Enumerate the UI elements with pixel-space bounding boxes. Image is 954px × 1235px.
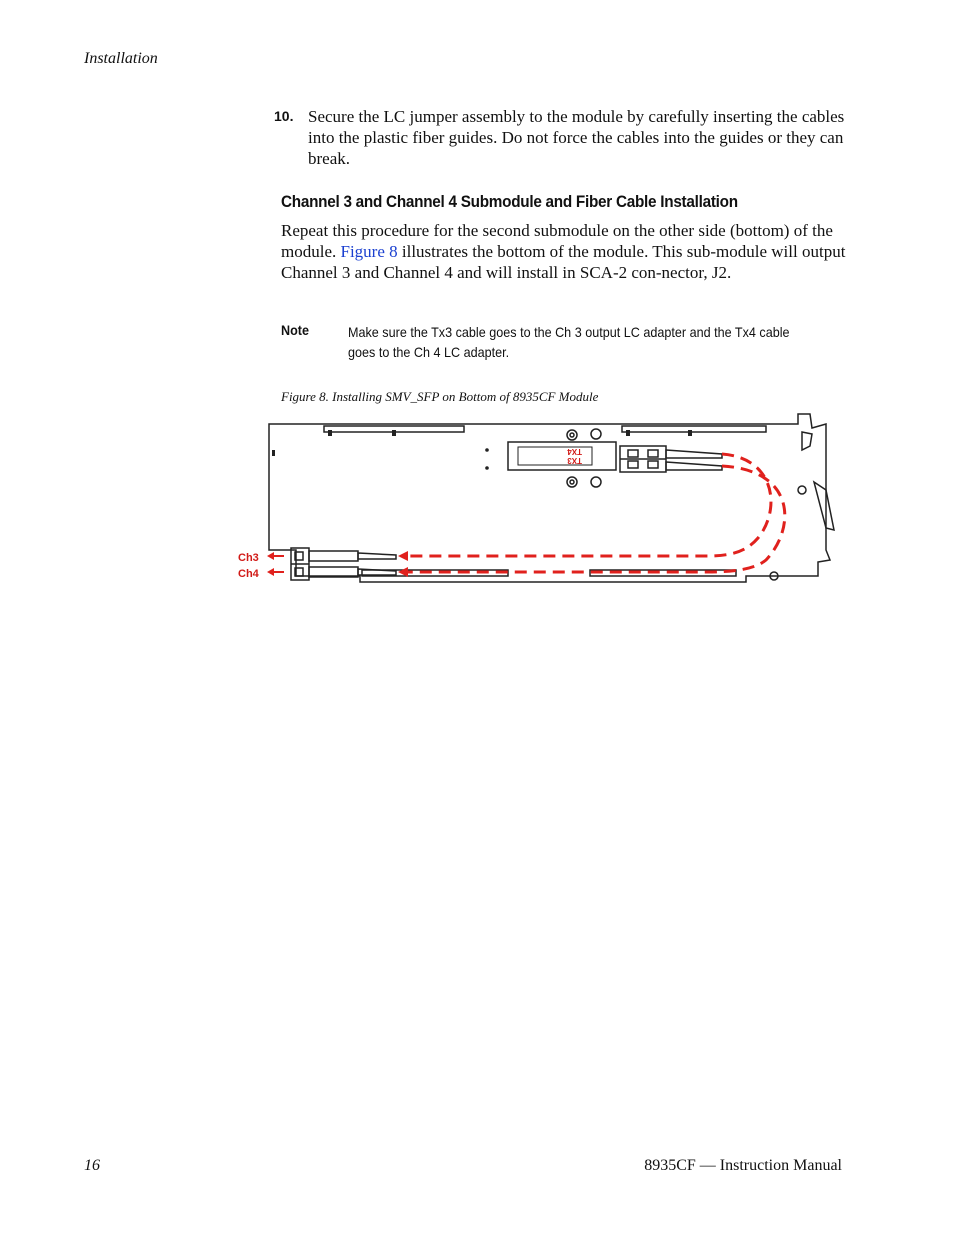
note-text: Make sure the Tx3 cable goes to the Ch 3 output LC adapter and the Tx4 cable goes to the Ch 4 LC adapter. xyxy=(348,324,790,360)
mounting-hole xyxy=(591,429,601,439)
running-header: Installation xyxy=(84,50,158,67)
step-text: Secure the LC jumper assembly to the module by carefully inserting the cables into the plastic fiber guides. Do not force the cables into the guides or they can break. xyxy=(308,107,845,168)
label-tx3: TX3 xyxy=(567,456,582,465)
fiber-cable-tx4 xyxy=(406,466,785,572)
label-ch3: Ch3 xyxy=(238,552,259,564)
module-diagram xyxy=(236,410,840,596)
page-number: 16 xyxy=(84,1157,100,1174)
label-tx4: TX4 xyxy=(567,447,582,456)
top-connector-right xyxy=(622,426,766,432)
sfp-cage xyxy=(508,442,616,470)
label-ch4: Ch4 xyxy=(238,568,259,580)
figure-8-link[interactable]: Figure 8 xyxy=(340,242,398,261)
step-number: 10. xyxy=(274,108,294,124)
figure-caption: Figure 8. Installing SMV_SFP on Bottom of 8935CF Module xyxy=(281,389,599,404)
section-heading: Channel 3 and Channel 4 Submodule and Fiber Cable Installation xyxy=(281,192,738,211)
paragraph-text-start: Repeat this procedure for the second submodule on the other side (bottom) of the module. xyxy=(281,221,833,261)
footer-title: 8935CF — Instruction Manual xyxy=(644,1157,842,1174)
note-label: Note xyxy=(281,322,310,338)
label-arrow-ch4 xyxy=(267,568,274,576)
mounting-hole xyxy=(567,477,577,487)
body-paragraph xyxy=(281,220,847,283)
paragraph-text-end: illustrates the bottom of the module. This sub-module will output Channel 3 and Channel 4 and will install in SCA-2 con-nector, J2. xyxy=(281,242,846,282)
label-arrow-ch3 xyxy=(267,552,274,560)
mounting-hole xyxy=(798,486,806,494)
mounting-hole xyxy=(567,430,577,440)
mounting-hole xyxy=(591,477,601,487)
arrowhead-ch3 xyxy=(398,551,408,561)
ejector-latch xyxy=(802,432,834,530)
